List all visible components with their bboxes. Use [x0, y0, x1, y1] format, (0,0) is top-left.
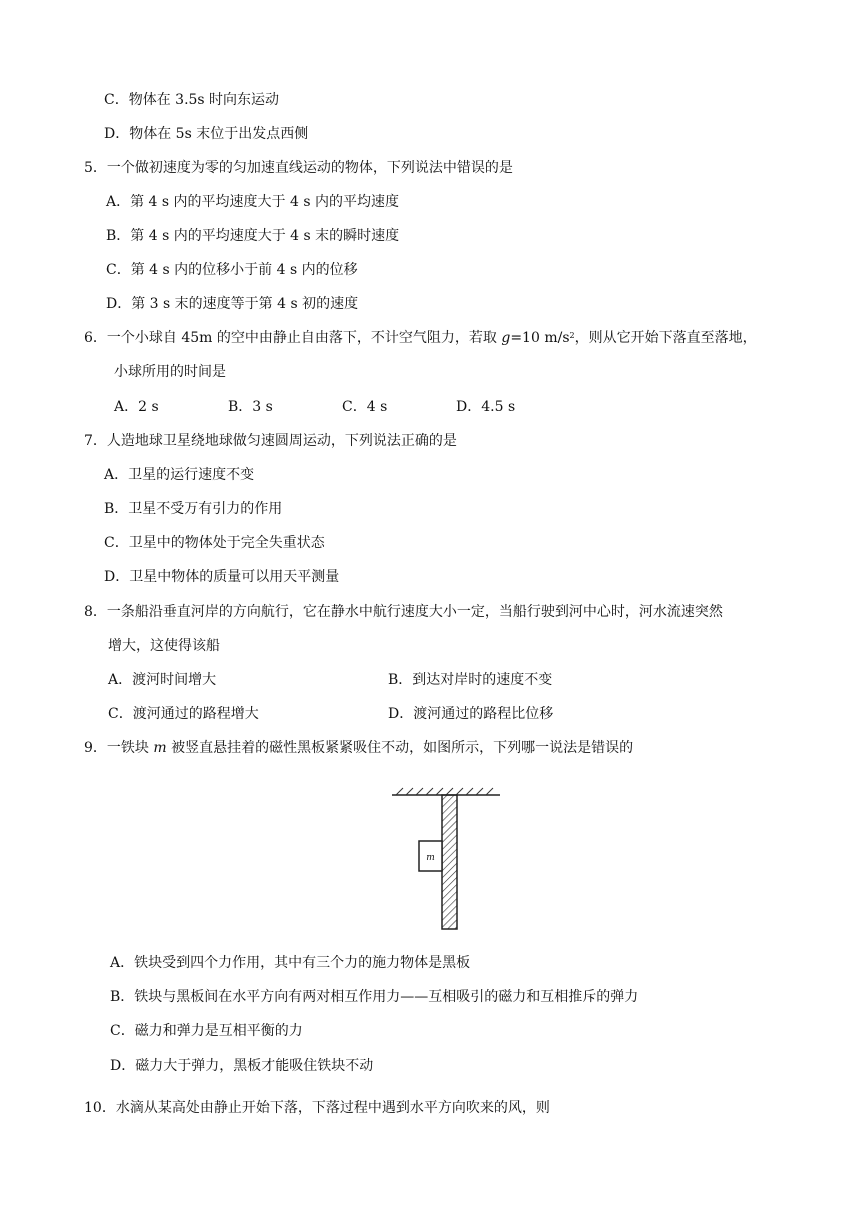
q5-option-b: B．第 4 s 内的平均速度大于 4 s 末的瞬时速度 [106, 228, 400, 244]
q9-stem-post: 被竖直悬挂着的磁性黑板紧紧吸住不动，如图所示，下列哪一说法是错误的 [166, 740, 634, 756]
q6-stem-continued: 小球所用的时间是 [114, 364, 226, 380]
ceiling [392, 788, 500, 795]
q6-option-d: D．4.5 s [456, 399, 516, 415]
q7-option-c: C．卫星中的物体处于完全失重状态 [104, 535, 325, 551]
q6-option-b: B．3 s [228, 399, 273, 415]
q7-option-a: A．卫星的运行速度不变 [104, 467, 255, 483]
q8-option-c: C．渡河通过的路程增大 [108, 706, 259, 722]
q5-option-d: D．第 3 s 末的速度等于第 4 s 初的速度 [106, 296, 359, 312]
q5-stem: 5．一个做初速度为零的匀加速直线运动的物体，下列说法中错误的是 [84, 160, 513, 176]
q9-option-c: C．磁力和弹力是互相平衡的力 [110, 1023, 303, 1039]
q5-option-a: A．第 4 s 内的平均速度大于 4 s 内的平均速度 [106, 194, 399, 210]
q6-var-g: g [501, 330, 511, 346]
q8-option-a: A．渡河时间增大 [108, 672, 217, 688]
q6-stem-mid: =10 m/s [510, 330, 570, 346]
q9-stem [84, 738, 633, 758]
iron-block-label: m [426, 853, 435, 863]
q9-figure-svg [388, 776, 506, 936]
q8-stem-continued: 增大，这使得该船 [108, 638, 220, 654]
q9-figure [388, 776, 506, 936]
q9-option-b: B．铁块与黑板间在水平方向有两对相互作用力——互相吸引的磁力和互相推斥的弹力 [110, 989, 639, 1005]
q8-option-d: D．渡河通过的路程比位移 [388, 706, 554, 722]
q6-stem-sup: 2 [569, 331, 575, 340]
q9-option-a: A．铁块受到四个力作用，其中有三个力的施力物体是黑板 [110, 955, 471, 971]
q7-option-d: D．卫星中物体的质量可以用天平测量 [104, 569, 340, 585]
q8-stem: 8．一条船沿垂直河岸的方向航行，它在静水中航行速度大小一定，当船行驶到河中心时，河水流速突然 [84, 604, 723, 620]
q10-stem: 10．水滴从某高处由静止开始下落，下落过程中遇到水平方向吹来的风，则 [84, 1100, 550, 1116]
q9-option-d: D．磁力大于弹力，黑板才能吸住铁块不动 [110, 1058, 374, 1074]
q4-option-d: D．物体在 5s 末位于出发点西侧 [104, 126, 309, 142]
q6-stem-pre: 6．一个小球自 45m 的空中由静止自由落下，不计空气阻力，若取 [84, 330, 502, 346]
q6-stem-post: ，则从它开始下落直至落地， [574, 330, 757, 346]
q9-stem-pre: 9．一铁块 [84, 740, 154, 756]
q7-option-b: B．卫星不受万有引力的作用 [104, 501, 283, 517]
q7-stem: 7．人造地球卫星绕地球做匀速圆周运动，下列说法正确的是 [84, 433, 457, 449]
q5-option-c: C．第 4 s 内的位移小于前 4 s 内的位移 [106, 262, 358, 278]
blackboard [442, 795, 457, 929]
q6-option-a: A．2 s [114, 399, 159, 415]
q6-option-c: C．4 s [342, 399, 388, 415]
q8-option-b: B．到达对岸时的速度不变 [388, 672, 553, 688]
q4-option-c: C．物体在 3.5s 时向东运动 [104, 92, 280, 108]
q9-var-m: m [153, 740, 167, 756]
q6-stem [84, 328, 757, 348]
